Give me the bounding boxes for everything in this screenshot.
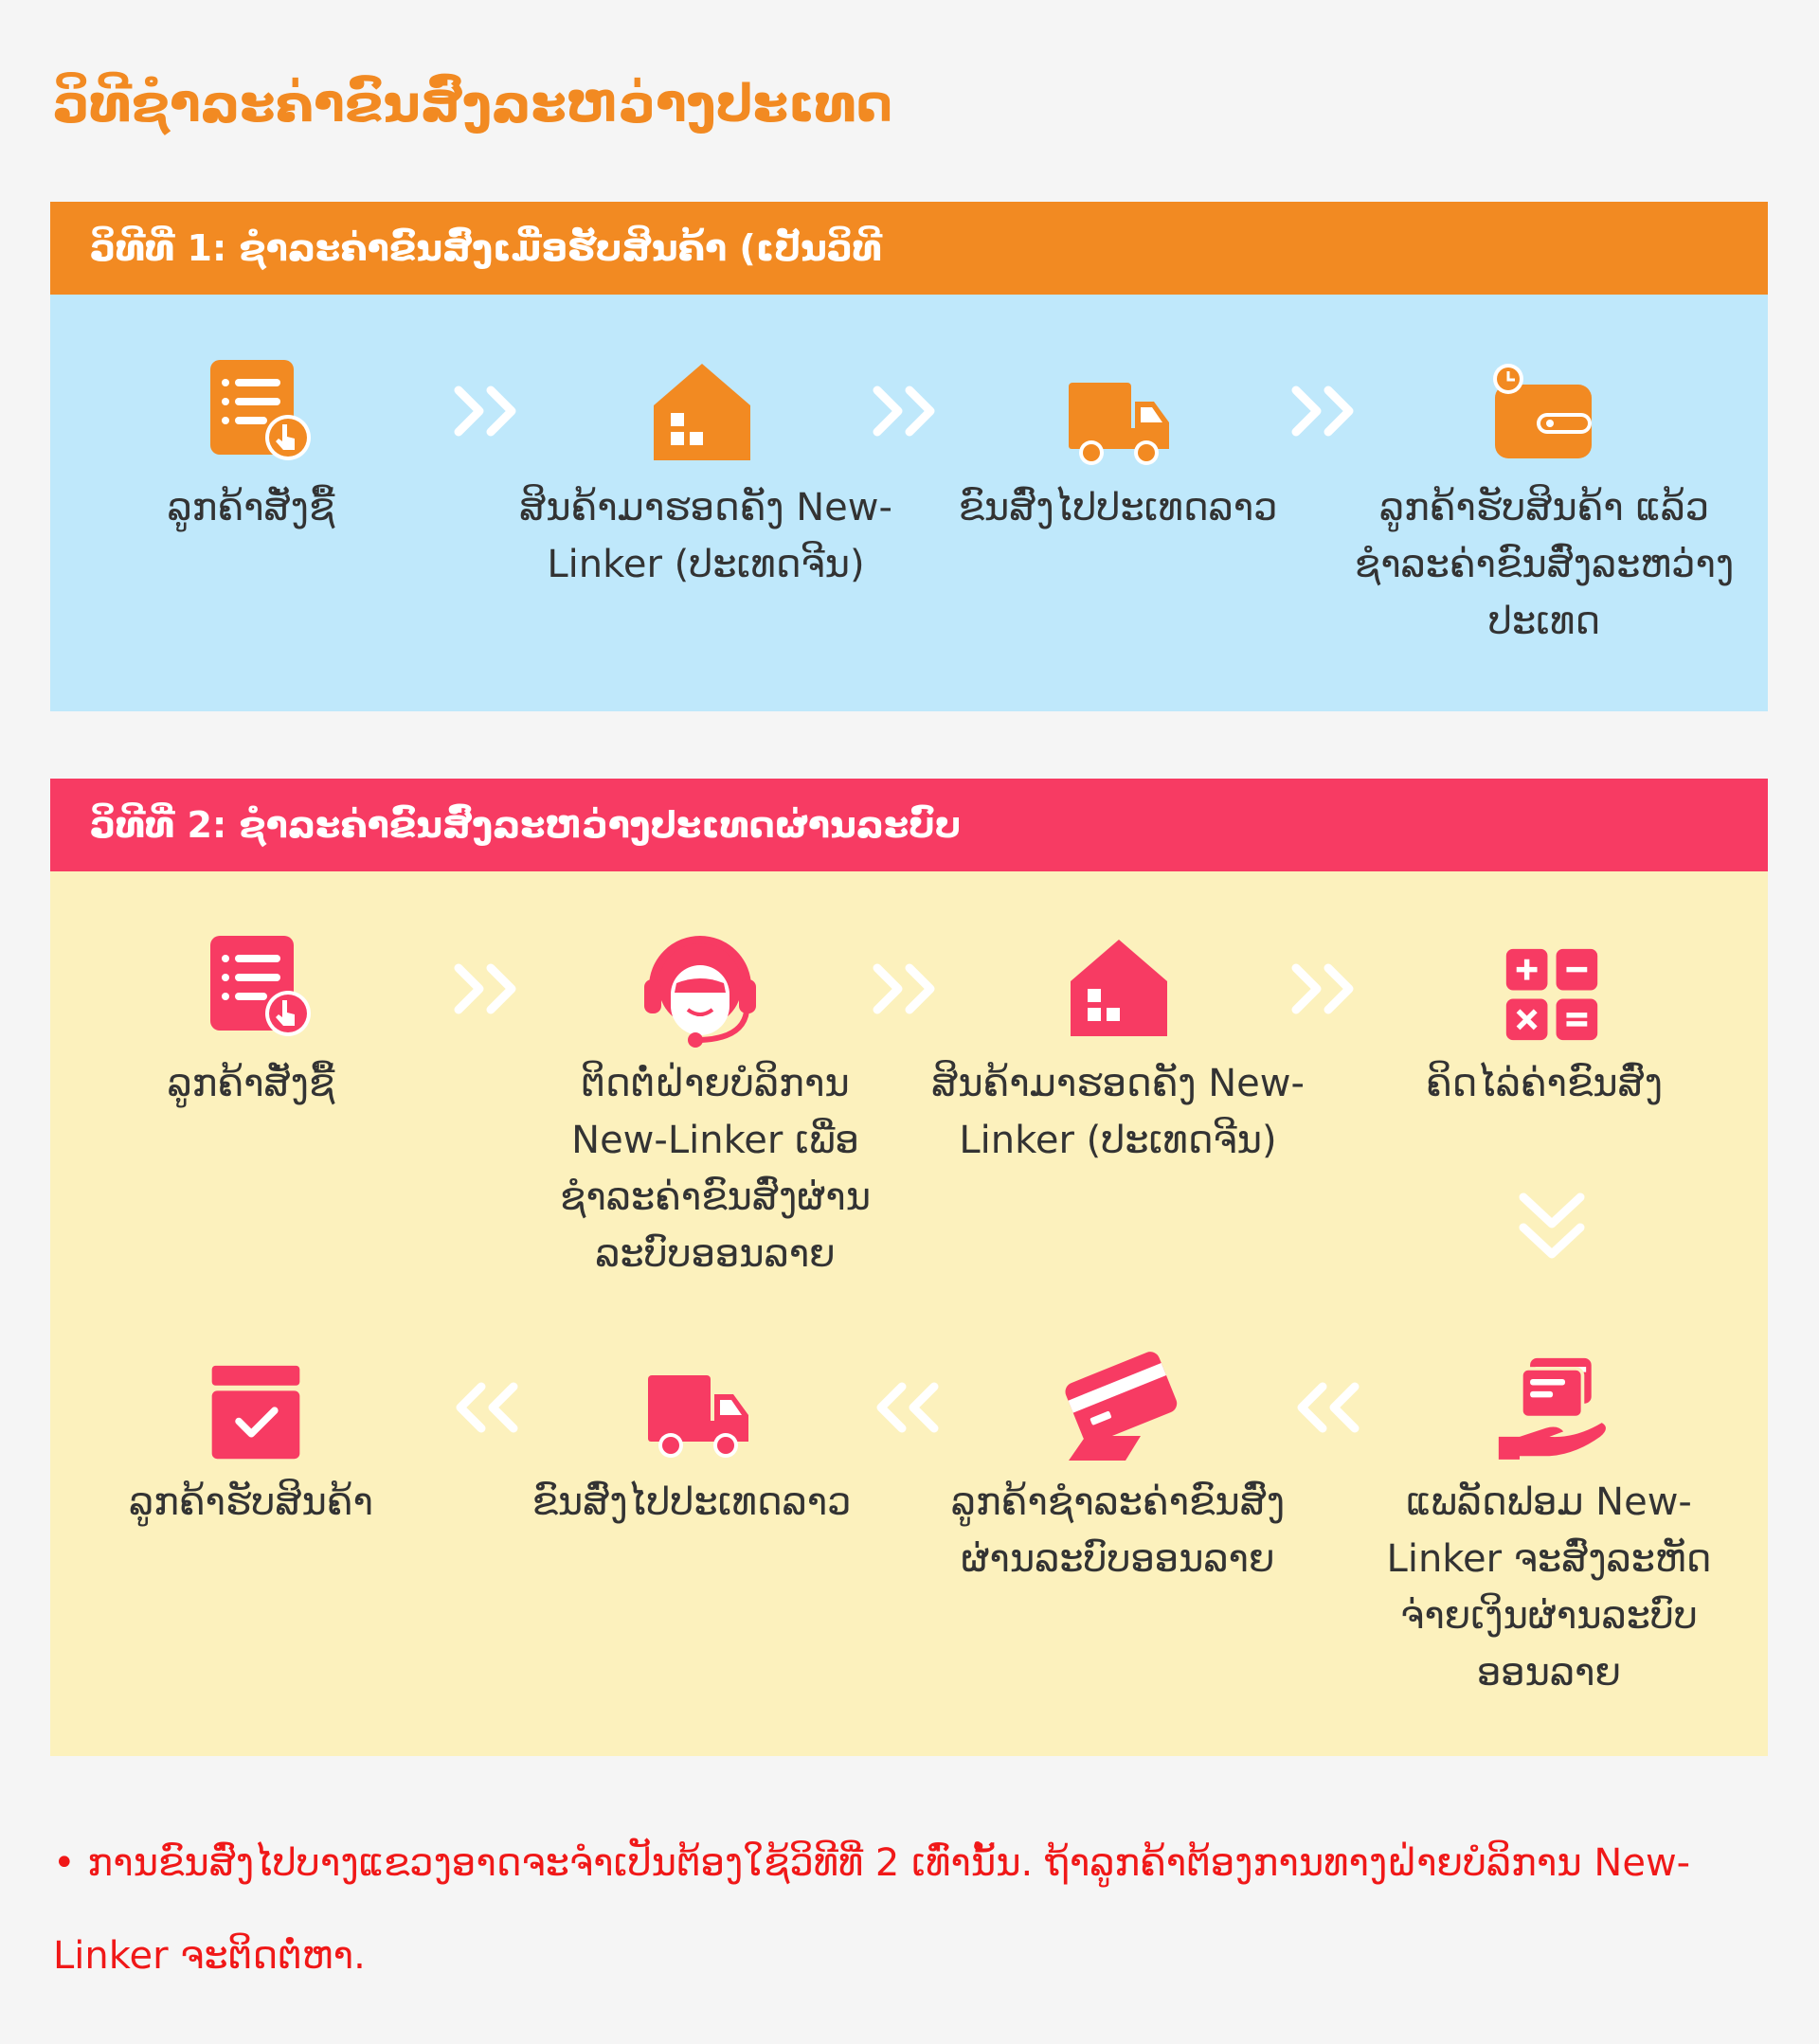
- step-label: ຂົນສົ່ງໄປປະເທດລາວ: [531, 1480, 852, 1524]
- chevron-right-icon: [870, 960, 946, 1017]
- step-label: ສິນຄ້າມາຮອດຄັງ New-Linker (ປະເທດຈີນ): [931, 1062, 1305, 1162]
- chevron-down-icon: [1514, 1188, 1590, 1264]
- step-label: ຕິດຕໍ່ຝ່າຍບໍລິການ New-Linker ເພື່ອຊຳລະຄ່າຂົນສົ່ງຜ່ານລະບົບອອນລາຍ: [559, 1062, 872, 1276]
- customer-service-icon: [639, 926, 762, 1049]
- chevron-left-icon: [445, 1379, 521, 1436]
- chevron-left-icon: [1287, 1379, 1362, 1436]
- chevron-right-icon: [1288, 383, 1364, 439]
- package-check-icon: [207, 1364, 305, 1462]
- truck-icon: [1067, 369, 1171, 474]
- order-list-icon: [208, 934, 313, 1038]
- step-label: ສິນຄ້າມາຮອດຄັງ New-Linker (ປະເທດຈີນ): [519, 486, 892, 586]
- warehouse-icon: [650, 360, 754, 464]
- wallet-icon: [1489, 362, 1594, 466]
- chevron-left-icon: [866, 1379, 942, 1436]
- calculator-icon: [1504, 947, 1599, 1042]
- credit-card-icon: [1059, 1345, 1182, 1468]
- method1-header: ວິທີທີ່ 1: ຊຳລະຄ່າຂົນສົ່ງເມື່ອຮັບສິນຄ້າ (ເປັນວິທີ: [50, 202, 1768, 295]
- step-label: ລູກຄ້າສັ່ງຊື້: [167, 486, 335, 529]
- chevron-right-icon: [451, 960, 527, 1017]
- chevron-right-icon: [1288, 960, 1364, 1017]
- step-label: ລູກຄ້າສັ່ງຊື້: [167, 1062, 335, 1105]
- payment-hand-icon: [1497, 1356, 1611, 1470]
- warehouse-icon: [1067, 936, 1171, 1040]
- method2-header: ວິທີທີ່ 2: ຊຳລະຄ່າຂົນສົ່ງລະຫວ່າງປະເທດຜ່ານລະບົບ: [50, 779, 1768, 871]
- order-list-icon: [208, 358, 313, 462]
- step-label: ແພລັດຟອມ New-Linker ຈະສົ່ງລະຫັດຈ່າຍເງິນຜ່ານລະບົບອອນລາຍ: [1386, 1480, 1712, 1694]
- page-title: ວິທີຊຳລະຄ່າຂົນສົ່ງລະຫວ່າງປະເທດ: [53, 74, 893, 134]
- step-label: ລູກຄ້າຮັບສິນຄ້າ: [129, 1480, 373, 1524]
- step-label: ຄິດໄລ່ຄ່າຂົນສົ່ງ: [1425, 1062, 1664, 1105]
- chevron-right-icon: [451, 383, 527, 439]
- chevron-right-icon: [870, 383, 946, 439]
- step-label: ລູກຄ້າຮັບສິນຄ້າ ແລ້ວຊຳລະຄ່າຂົນສົ່ງລະຫວ່າງປະເທດ: [1354, 486, 1735, 643]
- footnote: • ການຂົນສົ່ງໄປບາງແຂວງອາດຈະຈຳເປັນຕ້ອງໃຊ້ວິທີທີ່ 2 ເທົ່ານັ້ນ. ຖ້າລູກຄ້າຕ້ອງການທາງຝ່າຍບໍລິການ New-Linker ຈະຕິດຕໍ່ຫາ.: [53, 1841, 1691, 1978]
- truck-icon: [646, 1362, 750, 1466]
- step-label: ຂົນສົ່ງໄປປະເທດລາວ: [958, 486, 1278, 529]
- step-label: ລູກຄ້າຊຳລະຄ່າຂົນສົ່ງຜ່ານລະບົບອອນລາຍ: [950, 1480, 1286, 1581]
